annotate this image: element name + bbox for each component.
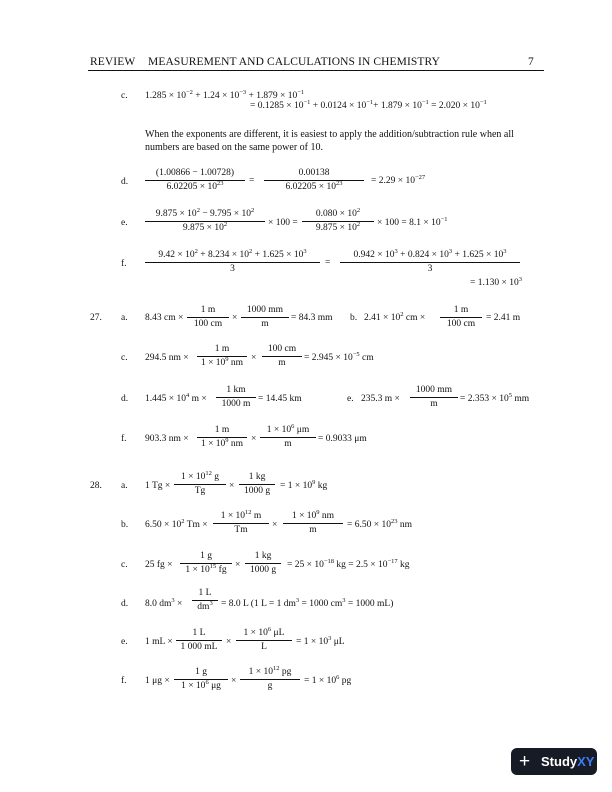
result: = 84.3 mm: [291, 313, 333, 323]
running-head-label: REVIEW: [90, 56, 136, 68]
fraction: [440, 305, 482, 330]
fraction: [197, 425, 247, 450]
operator: =: [249, 176, 255, 186]
denominator: $6.02205 \times 10^{23}$: [285, 180, 343, 192]
numerator: 100 cm: [267, 344, 297, 354]
numerator: $9.42 \times 10^2 + 8.234 \times 10^2 + 1.625 \times 10^3$: [158, 248, 307, 260]
plus-icon: +: [519, 751, 531, 772]
item-label: e.: [347, 394, 354, 404]
item-label: d.: [121, 394, 129, 404]
numerator: $1 \times 10^6$ μL: [243, 626, 285, 638]
denominator: m: [309, 525, 317, 535]
numerator: $1 \times 10^9$ nm: [291, 509, 335, 521]
item-label: d.: [121, 177, 129, 187]
numerator: $1 \times 10^6$ μm: [266, 423, 310, 435]
fraction: [145, 209, 265, 234]
item-label: c.: [121, 560, 128, 570]
denominator: 1 000 mL: [180, 642, 218, 652]
problem-number: 28.: [90, 481, 102, 491]
operator: ×: [226, 637, 232, 647]
item-label: c.: [121, 353, 128, 363]
equation: 294.5 nm ×: [145, 353, 189, 363]
fraction: [187, 305, 229, 330]
brand-text: Study: [541, 754, 578, 769]
denominator: m: [430, 399, 438, 409]
equation: $2.41 \times 10^2$ cm ×: [364, 311, 426, 323]
denominator: 3: [230, 264, 235, 274]
fraction: [236, 628, 292, 653]
fraction: [197, 344, 247, 369]
denominator: Tg: [194, 486, 206, 496]
equation: 25 fg ×: [145, 560, 173, 570]
equation: 8.43 cm ×: [145, 313, 184, 323]
numerator: 1 kg: [254, 551, 272, 561]
result: = 0.9033 μm: [318, 434, 367, 444]
numerator: (1.00866 − 1.00728): [155, 168, 235, 178]
denominator: $1 \times 10^9$ nm: [200, 356, 244, 368]
fraction: [245, 551, 281, 576]
item-label: a.: [121, 313, 128, 323]
numerator: 1 m: [453, 305, 469, 315]
numerator: 1 km: [226, 385, 246, 395]
operator: =: [325, 258, 331, 268]
studyxy-watermark[interactable]: [511, 748, 597, 775]
fraction: [260, 425, 316, 450]
fraction: [145, 250, 320, 275]
item-label: b.: [350, 313, 358, 323]
denominator: 100 cm: [446, 319, 476, 329]
operator: ×: [229, 481, 235, 491]
numerator: $1 \times 10^{12}$ pg: [248, 665, 292, 677]
denominator: $1 \times 10^{15}$ fg: [185, 563, 227, 575]
item-label: a.: [121, 481, 128, 491]
numerator: 1 m: [200, 305, 216, 315]
numerator: $1 \times 10^{12}$ g: [181, 470, 219, 482]
numerator: 1 m: [214, 344, 230, 354]
result: = $1 \times 10^6$ pg: [304, 674, 352, 686]
equation: 235.3 m ×: [361, 394, 400, 404]
running-head-title: MEASUREMENT AND CALCULATIONS IN CHEMISTRY: [148, 56, 441, 68]
item-label: b.: [121, 520, 129, 530]
fraction: [239, 472, 275, 497]
denominator: m: [261, 319, 269, 329]
equation: $1.285 \times 10^{-2} + 1.24 \times 10^{-3} + 1.879 \times 10^{-1}$: [145, 89, 305, 101]
equation: 8.0 $dm^3$ ×: [145, 597, 183, 609]
operator: ×: [231, 676, 237, 686]
numerator: $0.080 \times 10^2$: [315, 207, 361, 219]
numerator: 1000 mm: [246, 305, 284, 315]
fraction: [264, 168, 364, 193]
denominator: 3: [427, 264, 433, 274]
header-rule: [88, 70, 544, 71]
denominator: L: [261, 642, 267, 652]
numerator: 1 L: [198, 588, 212, 598]
operator: ×: [232, 313, 238, 323]
item-label: f.: [121, 434, 127, 444]
numerator: 1 L: [192, 628, 206, 638]
numerator: 0.00138: [298, 168, 330, 178]
denominator: g: [267, 681, 273, 691]
equation: $6.50 \times 10^2$ Tm ×: [145, 518, 208, 530]
item-label: d.: [121, 599, 129, 609]
item-label: e.: [121, 218, 128, 228]
problem-number: 27.: [90, 313, 102, 323]
denominator: $6.02205 \times 10^{23}$: [166, 180, 224, 192]
explanatory-note: When the exponents are different, it is easiest to apply the addition/subtraction rule when all numbers are based on the same power of 10.: [145, 129, 514, 153]
fraction: [180, 551, 232, 576]
numerator: $0.942 \times 10^3 + 0.824 \times 10^3 + 1.625 \times 10^3$: [353, 248, 507, 260]
fraction: [302, 209, 374, 234]
result: = $2.945 \times 10^{-5}$ cm: [304, 351, 374, 363]
item-label: c.: [121, 91, 128, 101]
fraction: [262, 344, 302, 369]
operator: ×: [272, 520, 278, 530]
numerator: $9.875 \times 10^2 - 9.795 \times 10^2$: [155, 207, 255, 219]
equation: 1 mL ×: [145, 637, 173, 647]
equation: $1.445 \times 10^4$ m ×: [145, 392, 207, 404]
denominator: 1000 g: [243, 486, 271, 496]
fraction: [283, 511, 343, 536]
denominator: $dm^3$: [197, 600, 213, 612]
fraction: [176, 628, 222, 653]
result: = $6.50 \times 10^{23}$ nm: [347, 518, 412, 530]
denominator: $1 \times 10^9$ nm: [200, 437, 244, 449]
fraction: [240, 667, 300, 692]
fraction: [213, 511, 269, 536]
page-number: 7: [528, 56, 534, 68]
denominator: $1 \times 10^6$ μg: [181, 679, 221, 691]
result: = $1 \times 10^3$ μL: [296, 635, 345, 647]
result: = 14.45 km: [258, 394, 302, 404]
item-label: f.: [121, 259, 127, 269]
fraction: [216, 385, 256, 410]
numerator: 1 kg: [248, 472, 266, 482]
denominator: m: [278, 358, 286, 368]
fraction: [192, 588, 218, 613]
denominator: 100 cm: [193, 319, 223, 329]
equation: 1 Tg ×: [145, 481, 171, 491]
denominator: $9.875 \times 10^2$: [182, 221, 228, 233]
result: = $25 \times 10^{-18}$ kg = $2.5 \times 10^{-17}$ kg: [287, 558, 410, 570]
denominator: Tm: [234, 525, 248, 535]
fraction: [174, 667, 228, 692]
result: = 8.0 L (1 L = 1 $dm^3 = 1000$ $cm^3 = 1000$ mL): [221, 597, 394, 609]
result: = $2.353 \times 10^5$ mm: [460, 392, 530, 404]
denominator: m: [284, 439, 292, 449]
numerator: 1 g: [195, 667, 207, 677]
fraction: [340, 250, 520, 275]
operator: × 100 =: [268, 218, 298, 228]
result: = $2.29 \times 10^{-27}$: [371, 174, 426, 186]
equation: 903.3 nm ×: [145, 434, 189, 444]
result: = $1.130 \times 10^3$: [470, 276, 522, 288]
item-label: f.: [121, 676, 127, 686]
numerator: 1 g: [200, 551, 212, 561]
brand-logo: [541, 754, 594, 769]
result: = $1 \times 10^9$ kg: [280, 479, 328, 491]
numerator: 1000 mm: [415, 385, 453, 395]
fraction: [410, 385, 458, 410]
fraction: [174, 472, 226, 497]
equation: 1 μg ×: [145, 676, 170, 686]
numerator: 1 m: [214, 425, 230, 435]
result: = 2.41 m: [486, 313, 521, 323]
numerator: $1 \times 10^{12}$ m: [220, 509, 262, 521]
fraction: [145, 168, 245, 193]
brand-accent-text: XY: [577, 754, 595, 769]
denominator: 1000 m: [221, 399, 251, 409]
operator: ×: [235, 560, 241, 570]
denominator: 1000 g: [249, 565, 277, 575]
operator: ×: [251, 353, 257, 363]
operator: ×: [251, 434, 257, 444]
denominator: $9.875 \times 10^2$: [315, 221, 361, 233]
result: × $100 = 8.1 \times 10^{-1}$: [377, 216, 448, 228]
fraction: [241, 305, 289, 330]
equation: = $0.1285 \times 10^{-1} + 0.0124 \times 10^{-1}+ 1.879 \times 10^{-1} = 2.020 \times 10^{-1}$: [250, 99, 487, 111]
item-label: e.: [121, 637, 128, 647]
